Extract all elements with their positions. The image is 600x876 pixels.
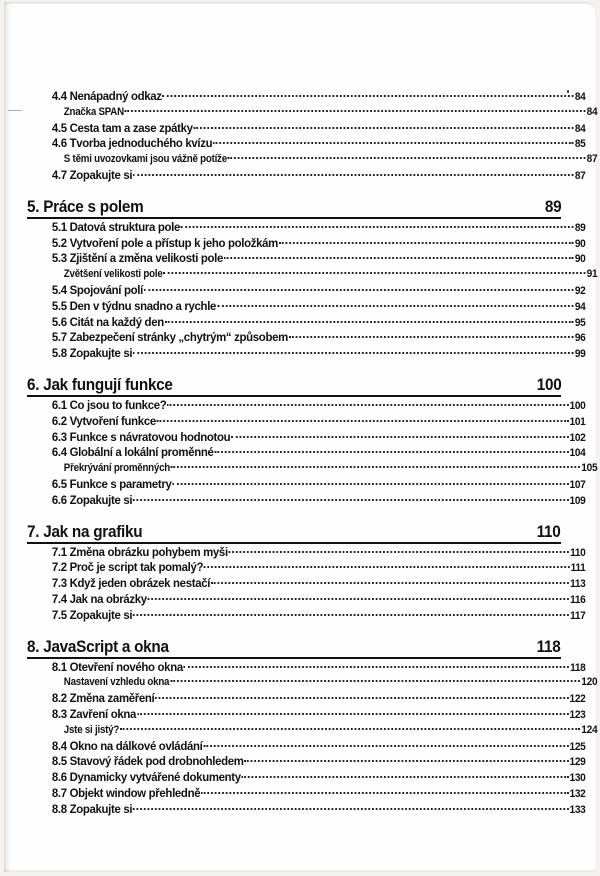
entry-page-number: 91 xyxy=(586,268,598,281)
entry-title: 7.2 Proč je script tak pomalý? xyxy=(51,560,204,575)
entry-page-number: 124 xyxy=(581,723,598,736)
entry-page-number: 111 xyxy=(570,562,586,575)
dot-leader xyxy=(228,157,586,159)
entry-title: 6.2 Vytvoření funkce xyxy=(51,413,156,428)
entry-page-number: 95 xyxy=(574,316,586,329)
entry-page-number: 90 xyxy=(574,237,586,250)
toc-entry[interactable] xyxy=(27,315,585,331)
entry-page-number: 102 xyxy=(569,431,586,444)
toc-entry[interactable] xyxy=(27,770,585,786)
dot-leader xyxy=(172,483,568,485)
entry-title: 7.3 Když jeden obrázek nestačí xyxy=(51,576,211,591)
entry-page-number: 110 xyxy=(570,546,586,559)
entry-page-number: 100 xyxy=(569,399,586,412)
entry-page-number: 120 xyxy=(581,676,598,689)
toc-entry[interactable] xyxy=(27,545,585,561)
toc-subentry[interactable] xyxy=(27,723,597,739)
entry-title: 8.8 Zopakujte si xyxy=(51,801,133,816)
dot-leader xyxy=(171,466,580,468)
entry-title: 4.7 Zopakujte si xyxy=(51,167,133,182)
dot-leader xyxy=(213,142,574,144)
entry-title: 7.1 Změna obrázku pohybem myši xyxy=(51,544,228,559)
toc-entry[interactable] xyxy=(27,560,585,576)
entry-title: 5.3 Zjištění a změna velikosti pole xyxy=(51,251,224,266)
dot-leader xyxy=(214,451,568,453)
toc-entry[interactable] xyxy=(27,89,585,105)
entry-title: 5.8 Zopakujte si xyxy=(51,346,133,361)
toc-subentry[interactable] xyxy=(27,105,597,121)
dot-leader xyxy=(170,680,580,682)
dot-leader xyxy=(120,728,580,730)
toc-entry[interactable] xyxy=(27,608,585,624)
entry-title: 6.3 Funkce s návratovou hodnotou xyxy=(51,429,231,444)
entry-page-number: 129 xyxy=(569,756,586,769)
entry-page-number: 130 xyxy=(569,772,586,785)
entry-page-number: 109 xyxy=(569,494,586,507)
toc-entry[interactable] xyxy=(27,236,585,252)
toc-entry[interactable] xyxy=(27,136,585,152)
entry-page-number: 118 xyxy=(570,661,586,674)
chapter-heading[interactable] xyxy=(27,371,561,397)
chapter-page-number: 118 xyxy=(537,636,561,656)
dot-leader xyxy=(201,792,568,794)
dot-leader xyxy=(163,95,574,97)
dot-leader xyxy=(229,551,569,553)
dot-leader xyxy=(203,745,568,747)
entry-title: 6.5 Funkce s parametry xyxy=(51,476,172,491)
dot-leader xyxy=(224,257,574,259)
entry-title: 8.5 Stavový řádek pod drobnohledem xyxy=(51,754,244,769)
dot-leader xyxy=(231,436,568,438)
entry-page-number: 104 xyxy=(569,447,586,460)
dot-leader xyxy=(245,760,569,762)
toc-entry[interactable] xyxy=(27,251,585,267)
dot-leader xyxy=(148,598,569,600)
entry-title: 5.4 Spojování polí xyxy=(51,282,143,297)
toc-entry[interactable] xyxy=(27,299,585,315)
dot-leader xyxy=(184,666,569,668)
chapter-title: 5. Práce s polem xyxy=(27,196,144,216)
scan-mark xyxy=(8,110,22,111)
toc-entry[interactable] xyxy=(27,283,585,299)
dot-leader xyxy=(133,499,568,501)
entry-title: 8.7 Objekt window přehledně xyxy=(51,785,201,800)
dot-leader xyxy=(194,127,574,129)
entry-title: 6.4 Globální a lokální proměnné xyxy=(51,445,214,460)
toc-entry[interactable] xyxy=(27,477,585,493)
entry-title: 6.6 Zopakujte si xyxy=(51,492,133,507)
entry-page-number: 133 xyxy=(569,803,586,816)
entry-title: Nastavení vzhledu okna xyxy=(63,676,170,689)
dot-leader xyxy=(211,582,569,584)
dot-leader xyxy=(137,713,569,715)
dot-leader xyxy=(279,242,574,244)
chapter-page-number: 100 xyxy=(536,374,561,394)
entry-page-number: 117 xyxy=(570,609,586,622)
dot-leader xyxy=(155,697,568,699)
book-page xyxy=(4,2,596,872)
toc-subentry[interactable] xyxy=(27,675,597,691)
chapter-heading[interactable] xyxy=(27,193,561,219)
entry-page-number: 96 xyxy=(574,332,586,345)
dot-leader xyxy=(133,352,574,354)
entry-page-number: 92 xyxy=(574,284,586,297)
entry-title: 5.2 Vytvoření pole a přístup k jeho položkám xyxy=(51,235,278,250)
dot-leader xyxy=(289,336,574,338)
toc-entry[interactable] xyxy=(27,754,585,770)
chapter-page-number: 110 xyxy=(537,521,561,541)
dot-leader xyxy=(157,420,569,422)
entry-page-number: 116 xyxy=(570,593,586,606)
entry-title: 8.6 Dynamicky vytvářené dokumenty xyxy=(51,770,241,785)
entry-page-number: 105 xyxy=(581,462,598,475)
chapter-title: 6. Jak fungují funkce xyxy=(27,374,173,394)
dot-leader xyxy=(217,305,574,307)
toc-entry[interactable] xyxy=(27,121,585,137)
chapter-title: 7. Jak na grafiku xyxy=(27,521,143,541)
chapter-page-number: 89 xyxy=(544,196,561,216)
entry-page-number: 99 xyxy=(574,348,586,361)
entry-title: Značka SPAN xyxy=(63,105,124,118)
entry-title: 4.6 Tvorba jednoduchého kvízu xyxy=(51,136,213,151)
entry-title: Jste si jistý? xyxy=(63,723,120,736)
toc-entry[interactable] xyxy=(27,445,585,461)
entry-title: 7.5 Zopakujte si xyxy=(51,607,133,622)
dot-leader xyxy=(181,226,574,228)
entry-title: 7.4 Jak na obrázky xyxy=(51,591,147,606)
toc-entry[interactable] xyxy=(27,660,585,676)
entry-title: 5.7 Zabezpečení stránky „chytrým“ způsobem xyxy=(51,330,288,345)
chapter-heading[interactable] xyxy=(27,518,561,544)
toc-entry[interactable] xyxy=(27,786,585,802)
entry-page-number: 84 xyxy=(574,122,586,135)
dot-leader xyxy=(125,110,586,112)
toc-entry[interactable] xyxy=(27,346,585,362)
entry-page-number: 84 xyxy=(574,91,586,103)
dot-leader xyxy=(133,174,574,176)
chapter-heading[interactable] xyxy=(27,633,561,659)
entry-title: Zvětšení velikosti pole xyxy=(63,268,163,281)
entry-page-number: 101 xyxy=(569,415,586,428)
entry-title: 8.1 Otevření nového okna xyxy=(51,659,183,674)
entry-page-number: 85 xyxy=(574,138,586,151)
toc-entry[interactable] xyxy=(27,691,585,707)
entry-title: Překrývání proměnných xyxy=(63,462,171,475)
table-of-contents xyxy=(27,89,598,817)
dot-leader xyxy=(133,614,569,616)
chapter-title: 8. JavaScript a okna xyxy=(27,636,169,656)
entry-page-number: 89 xyxy=(574,221,586,234)
entry-page-number: 122 xyxy=(569,693,586,706)
toc-entry[interactable] xyxy=(27,430,585,446)
toc-entry[interactable] xyxy=(27,802,585,818)
toc-entry[interactable] xyxy=(27,330,585,346)
toc-entry[interactable] xyxy=(27,739,585,755)
dot-leader xyxy=(144,289,574,291)
entry-page-number: 132 xyxy=(569,787,586,800)
entry-title: 4.4 Nenápadný odkaz xyxy=(51,89,162,103)
entry-title: 5.5 Den v týdnu snadno a rychle xyxy=(51,298,217,313)
toc-entry[interactable] xyxy=(27,220,585,236)
dot-leader xyxy=(163,272,585,274)
entry-page-number: 94 xyxy=(574,300,586,313)
entry-page-number: 125 xyxy=(569,740,586,753)
entry-page-number: 87 xyxy=(586,153,598,166)
entry-title: 8.4 Okno na dálkové ovládání xyxy=(51,738,203,753)
entry-page-number: 113 xyxy=(570,578,586,591)
toc-entry[interactable] xyxy=(27,592,585,608)
dot-leader xyxy=(167,404,568,406)
entry-page-number: 107 xyxy=(569,478,586,491)
dot-leader xyxy=(204,566,570,568)
entry-title: 6.1 Co jsou to funkce? xyxy=(51,397,167,412)
toc-entry[interactable] xyxy=(27,493,585,509)
entry-page-number: 123 xyxy=(569,708,586,721)
toc-subentry[interactable] xyxy=(27,461,597,477)
entry-title: 5.6 Citát na každý den xyxy=(51,314,164,329)
toc-entry[interactable] xyxy=(27,398,585,414)
entry-title: 8.3 Zavření okna xyxy=(51,706,137,721)
dot-leader xyxy=(242,776,569,778)
entry-page-number: 84 xyxy=(586,105,598,118)
entry-title: 4.5 Cesta tam a zase zpátky xyxy=(51,120,193,135)
entry-page-number: 87 xyxy=(574,169,586,182)
toc-subentry[interactable] xyxy=(27,152,597,168)
entry-page-number: 90 xyxy=(574,253,586,266)
dot-leader xyxy=(133,808,568,810)
toc-entry[interactable] xyxy=(27,168,585,184)
toc-entry[interactable] xyxy=(27,576,585,592)
dot-leader xyxy=(165,321,574,323)
entry-title: 5.1 Datová struktura pole xyxy=(51,219,180,234)
toc-entry[interactable] xyxy=(27,707,585,723)
toc-entry[interactable] xyxy=(27,414,585,430)
entry-title: 8.2 Změna zaměření xyxy=(51,691,155,706)
toc-subentry[interactable] xyxy=(27,267,597,283)
entry-title: S těmi uvozovkami jsou vážně potíže xyxy=(63,153,227,166)
